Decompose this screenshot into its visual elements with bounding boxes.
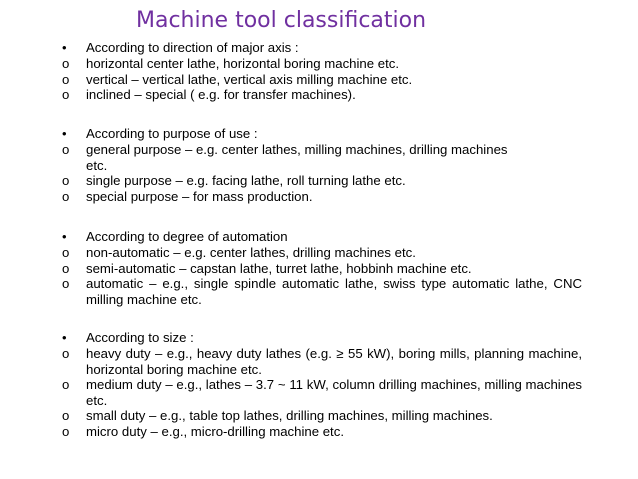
sub-list: [62, 142, 582, 204]
slide-title: Machine tool classification: [136, 8, 427, 33]
circle-bullet-icon: o: [62, 142, 70, 157]
section-size: [62, 330, 582, 439]
sub-list: [62, 56, 582, 103]
list-item: [62, 72, 582, 88]
list-item: [62, 173, 582, 189]
list-item-text: special purpose – for mass production.: [86, 188, 313, 204]
circle-bullet-icon: o: [62, 408, 70, 423]
section-heading: According to direction of major axis :: [86, 40, 299, 55]
bullet-icon: •: [62, 126, 67, 141]
section-heading-row: [62, 40, 582, 56]
circle-bullet-icon: o: [62, 346, 70, 361]
list-item: [62, 56, 582, 72]
list-item-text: non-automatic – e.g. center lathes, drilling machines etc.: [86, 245, 416, 260]
list-item-text: horizontal center lathe, horizontal boring machine etc.: [86, 56, 400, 71]
bullet-icon: •: [62, 40, 67, 55]
section-degree-of-automation: [62, 229, 582, 307]
circle-bullet-icon: o: [62, 71, 70, 87]
circle-bullet-icon: o: [62, 260, 70, 276]
circle-bullet-icon: o: [62, 87, 70, 102]
list-item-text: semi-automatic – capstan lathe, turret lathe, hobbinh machine etc.: [86, 260, 472, 276]
section-heading: According to purpose of use :: [86, 126, 258, 141]
section-heading-row: [62, 126, 582, 142]
bullet-icon: •: [62, 330, 67, 345]
list-item-text: vertical – vertical lathe, vertical axis milling machine etc.: [86, 71, 413, 87]
list-item: [62, 87, 582, 103]
circle-bullet-icon: o: [62, 423, 70, 439]
section-heading: According to size :: [86, 330, 194, 345]
list-item-text: automatic – e.g., single spindle automatic lathe, swiss type automatic lathe, CNC milling machine etc.: [86, 276, 582, 307]
section-heading-row: [62, 330, 582, 346]
circle-bullet-icon: o: [62, 377, 70, 392]
circle-bullet-icon: o: [62, 173, 70, 188]
section-heading: According to degree of automation: [86, 229, 288, 244]
section-purpose-of-use: [62, 126, 582, 204]
list-item-text: micro duty – e.g., micro-drilling machine etc.: [86, 423, 344, 439]
list-item: [62, 261, 582, 277]
sub-list: [62, 245, 582, 307]
circle-bullet-icon: o: [62, 245, 70, 260]
list-item-text: medium duty – e.g., lathes – 3.7 ~ 11 kW, column drilling machines, milling machines etc.: [86, 377, 582, 408]
list-item: [62, 245, 582, 261]
section-direction-of-axis: [62, 40, 582, 103]
sub-list: [62, 346, 582, 439]
list-item: [62, 189, 582, 205]
list-item: [62, 424, 582, 440]
list-item-text: small duty – e.g., table top lathes, drilling machines, milling machines.: [86, 408, 493, 423]
list-item: [62, 276, 582, 307]
list-item: [62, 408, 582, 424]
circle-bullet-icon: o: [62, 276, 70, 291]
list-item-text: single purpose – e.g. facing lathe, roll turning lathe etc.: [86, 173, 406, 188]
circle-bullet-icon: o: [62, 188, 70, 204]
list-item-text: general purpose – e.g. center lathes, milling machines, drilling machines etc.: [86, 142, 508, 173]
list-item: [62, 142, 582, 173]
list-item: [62, 346, 582, 377]
bullet-icon: •: [62, 229, 67, 244]
circle-bullet-icon: o: [62, 56, 70, 71]
list-item: [62, 377, 582, 408]
list-item-text: inclined – special ( e.g. for transfer machines).: [86, 87, 356, 102]
list-item-text: heavy duty – e.g., heavy duty lathes (e.g. ≥ 55 kW), boring mills, planning machine, horizontal boring machine etc.: [86, 346, 582, 377]
section-heading-row: [62, 229, 582, 245]
